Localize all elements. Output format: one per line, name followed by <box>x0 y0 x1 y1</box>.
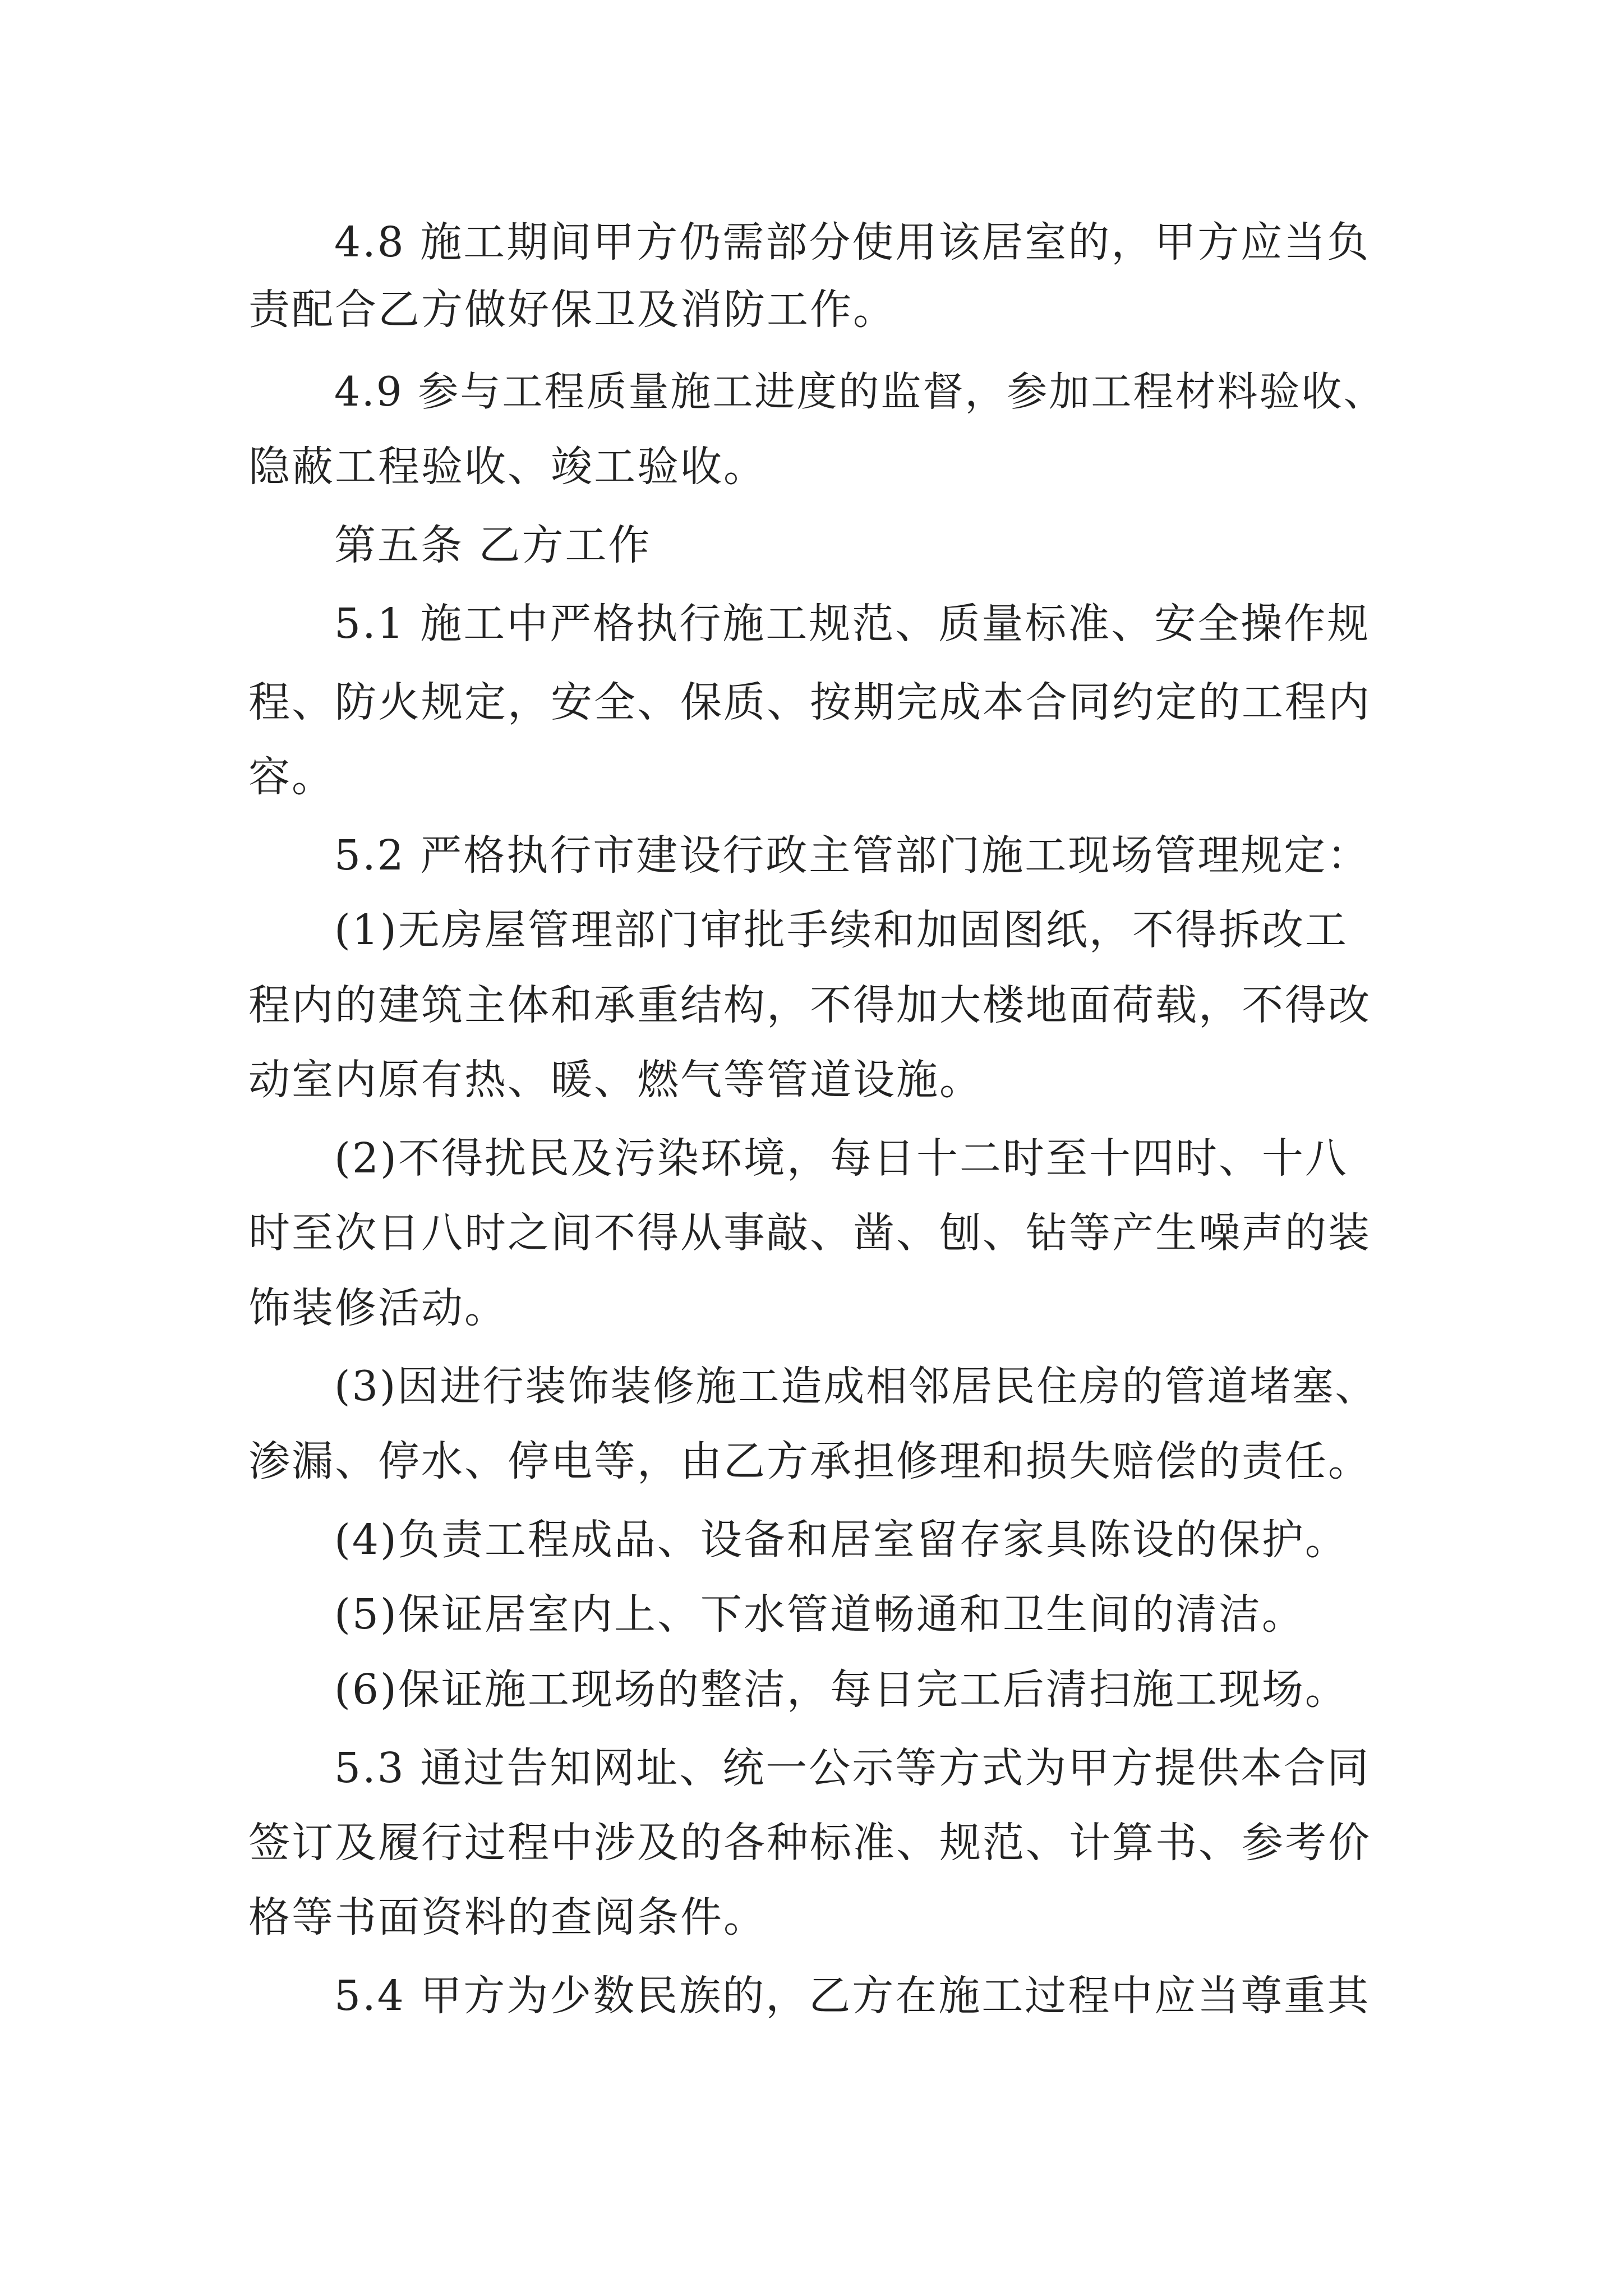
text-line-5-4: 5.4 甲方为少数民族的，乙方在施工过程中应当尊重其 <box>334 1972 1371 2020</box>
text-line-item-3-b: 渗漏、停水、停电等，由乙方承担修理和损失赔偿的责任。 <box>248 1437 1371 1485</box>
text-line-5-1-c: 容。 <box>248 753 335 801</box>
text-line-5-2: 5.2 严格执行市建设行政主管部门施工现场管理规定： <box>334 831 1371 880</box>
text-line-item-3-a: (3)因进行装饰装修施工造成相邻居民住房的管道堵塞、 <box>334 1363 1378 1410</box>
section-heading-article-5: 第五条 乙方工作 <box>334 521 652 569</box>
text-line-4-9-a: 4.9 参与工程质量施工进度的监督，参加工程材料验收、 <box>334 368 1386 415</box>
text-line-item-1-b: 程内的建筑主体和承重结构，不得加大楼地面荷载，不得改 <box>248 981 1371 1029</box>
text-line-4-8-b: 责配合乙方做好保卫及消防工作。 <box>248 286 896 334</box>
text-line-item-6: (6)保证施工现场的整洁，每日完工后清扫施工现场。 <box>334 1665 1348 1714</box>
text-line-item-2-a: (2)不得扰民及污染环境，每日十二时至十四时、十八 <box>334 1134 1348 1182</box>
text-line-5-3-b: 签订及履行过程中涉及的各种标准、规范、计算书、参考价 <box>248 1819 1371 1867</box>
text-line-item-2-b: 时至次日八时之间不得从事敲、凿、刨、钻等产生噪声的装 <box>248 1209 1371 1257</box>
text-line-item-5: (5)保证居室内上、下水管道畅通和卫生间的清洁。 <box>334 1590 1305 1639</box>
text-line-item-4: (4)负责工程成品、设备和居室留存家具陈设的保护。 <box>334 1516 1348 1564</box>
text-line-5-1-b: 程、防火规定，安全、保质、按期完成本合同约定的工程内 <box>248 678 1371 726</box>
text-line-4-9-b: 隐蔽工程验收、竣工验收。 <box>248 443 767 491</box>
text-line-5-3-c: 格等书面资料的查阅条件。 <box>248 1893 767 1941</box>
text-line-item-1-a: (1)无房屋管理部门审批手续和加固图纸，不得拆改工 <box>334 906 1348 954</box>
text-line-5-3-a: 5.3 通过告知网址、统一公示等方式为甲方提供本合同 <box>334 1744 1371 1792</box>
text-line-4-8-a: 4.8 施工期间甲方仍需部分使用该居室的，甲方应当负 <box>334 218 1371 266</box>
text-line-5-1-a: 5.1 施工中严格执行施工规范、质量标准、安全操作规 <box>334 600 1371 648</box>
text-line-item-1-c: 动室内原有热、暖、燃气等管道设施。 <box>248 1056 983 1104</box>
text-line-item-2-c: 饰装修活动。 <box>248 1284 508 1332</box>
